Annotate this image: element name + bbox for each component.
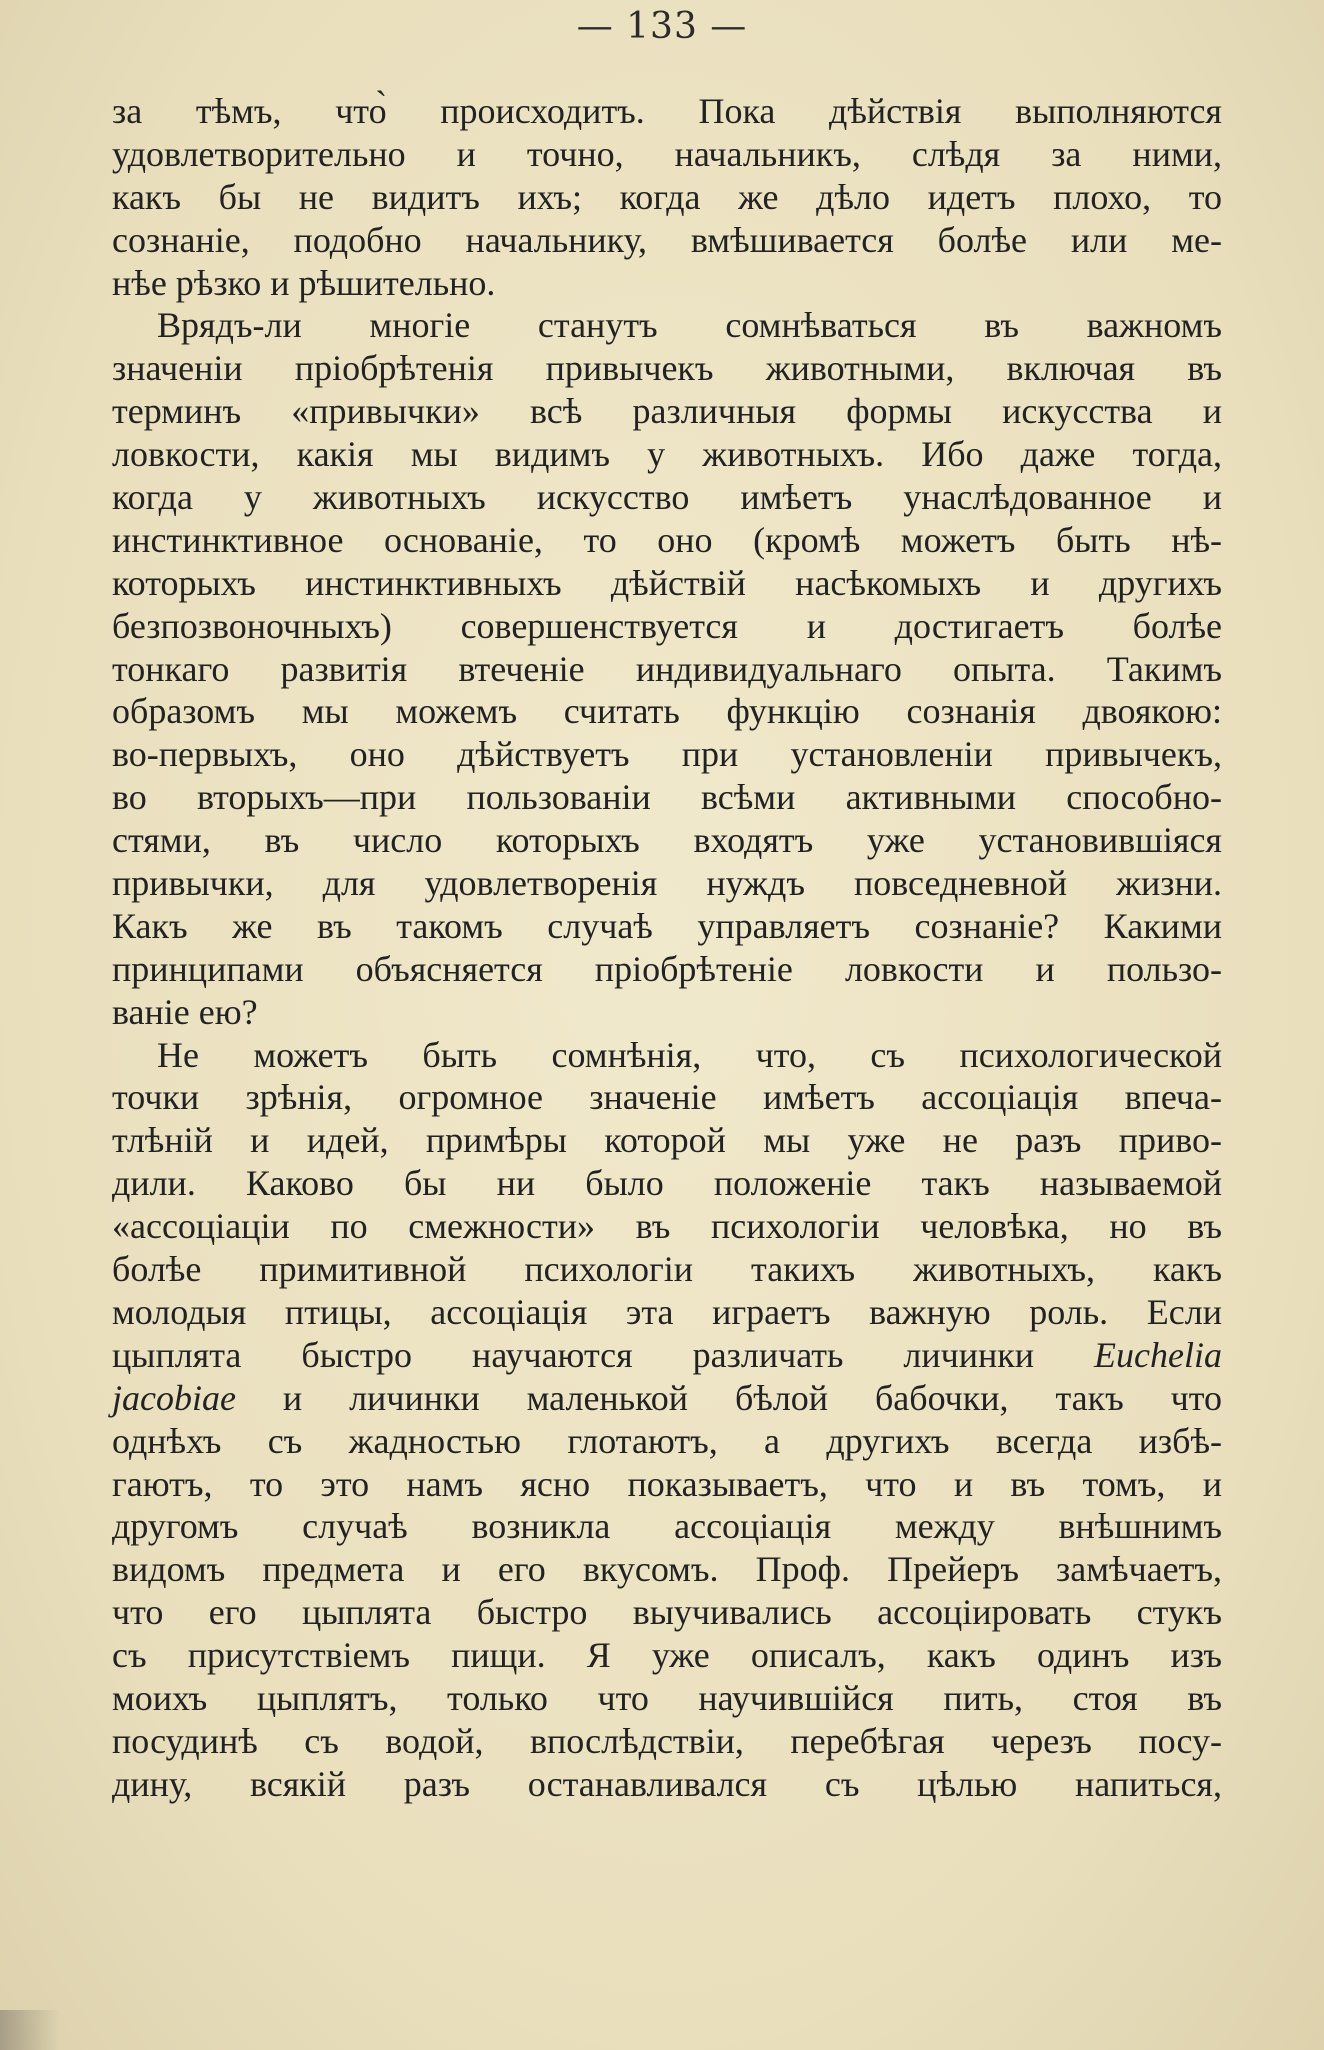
text-line: тлѣній и идей, примѣры которой мы уже не разъ приво- xyxy=(112,1120,1222,1161)
page-edge-shadow xyxy=(0,2010,60,2050)
text-line: дину, всякій разъ останавливался съ цѣлью напиться, xyxy=(112,1763,1222,1804)
text-line: значеніи пріобрѣтенія привычекъ животными, включая въ xyxy=(112,348,1222,389)
text-line: тонкаго развитія втеченіе индивидуальнаго опыта. Такимъ xyxy=(112,648,1222,689)
text-line: ваніе ею? xyxy=(112,991,258,1032)
text-line: Врядъ-ли многіе станутъ сомнѣваться въ важномъ xyxy=(157,305,1222,346)
text-line: во вторыхъ—при пользованіи всѣми активными способно- xyxy=(112,777,1222,818)
text-line: Не можетъ быть сомнѣнія, что, съ психологической xyxy=(157,1034,1222,1075)
text-line: привычки, для удовлетворенія нуждъ повседневной жизни. xyxy=(112,863,1222,904)
text-line: стями, въ число которыхъ входятъ уже установившіяся xyxy=(112,820,1222,861)
text-line: когда у животныхъ искусство имѣетъ унаслѣдованное и xyxy=(112,477,1222,518)
text-line: другомъ случаѣ возникла ассоціація между внѣшнимъ xyxy=(112,1506,1222,1547)
text-line: гаютъ, то это намъ ясно показываетъ, что и въ томъ, и xyxy=(112,1463,1222,1504)
text-line: «ассоціаціи по смежности» въ психологіи человѣка, но въ xyxy=(112,1206,1222,1247)
text-line: съ присутствіемъ пищи. Я уже описалъ, какъ одинъ изъ xyxy=(112,1635,1222,1676)
text-line: моихъ цыплятъ, только что научившійся пить, стоя въ xyxy=(112,1677,1222,1718)
text-line: Какъ же въ такомъ случаѣ управляетъ сознаніе? Какими xyxy=(112,905,1222,946)
text-line: ловкости, какія мы видимъ у животныхъ. Ибо даже тогда, xyxy=(112,434,1222,475)
text-line: во-первыхъ, оно дѣйствуетъ при установленіи привычекъ, xyxy=(112,734,1222,775)
text-line: точки зрѣнія, огромное значеніе имѣетъ ассоціація впеча- xyxy=(112,1077,1222,1118)
text-line xyxy=(112,1334,1222,1377)
text-line: видомъ предмета и его вкусомъ. Проф. Прейеръ замѣчаетъ, xyxy=(112,1549,1222,1590)
text-line: терминъ «привычки» всѣ различныя формы искусства и xyxy=(112,391,1222,432)
text-line xyxy=(112,1377,1222,1420)
text-line: молодыя птицы, ассоціація эта играетъ важную роль. Если xyxy=(112,1291,1222,1332)
text-line: что его цыплята быстро выучивались ассоціировать стукъ xyxy=(112,1592,1222,1633)
text-line: нѣе рѣзко и рѣшительно. xyxy=(112,262,496,303)
text-line: сознаніе, подобно начальнику, вмѣшивается болѣе или ме- xyxy=(112,219,1222,260)
text-line: инстинктивное основаніе, то оно (кромѣ можетъ быть нѣ- xyxy=(112,519,1222,560)
italic-term: Euchelia xyxy=(1094,1334,1222,1375)
text-line: образомъ мы можемъ считать функцію сознанія двоякою: xyxy=(112,691,1222,732)
text-run: и личинки маленькой бѣлой бабочки, такъ что xyxy=(235,1377,1222,1418)
text-line: принципами объясняется пріобрѣтеніе ловкости и пользо- xyxy=(112,948,1222,989)
text-line: какъ бы не видитъ ихъ; когда же дѣло идетъ плохо, то xyxy=(112,176,1222,217)
text-line: которыхъ инстинктивныхъ дѣйствій насѣкомыхъ и другихъ xyxy=(112,562,1222,603)
page-number: — 133 — xyxy=(576,6,748,47)
text-line: однѣхъ съ жадностью глотаютъ, а другихъ всегда избѣ- xyxy=(112,1420,1222,1461)
text-line: болѣе примитивной психологіи такихъ животныхъ, какъ xyxy=(112,1249,1222,1290)
text-line: посудинѣ съ водой, впослѣдствіи, перебѣгая черезъ посу- xyxy=(112,1720,1222,1761)
text-line: безпозвоночныхъ) совершенствуется и достигаетъ болѣе xyxy=(112,605,1222,646)
italic-term: jacobiae xyxy=(112,1377,236,1418)
text-line: удовлетворительно и точно, начальникъ, слѣдя за ними, xyxy=(112,133,1222,174)
text-line: за тѣмъ, что̀ происходитъ. Пока дѣйствія выполняются xyxy=(112,91,1222,131)
text-line: дили. Каково бы ни было положеніе такъ называемой xyxy=(112,1163,1222,1204)
body-text xyxy=(112,90,1222,1806)
text-run: цыплята быстро научаются различать личинки xyxy=(112,1334,1095,1375)
